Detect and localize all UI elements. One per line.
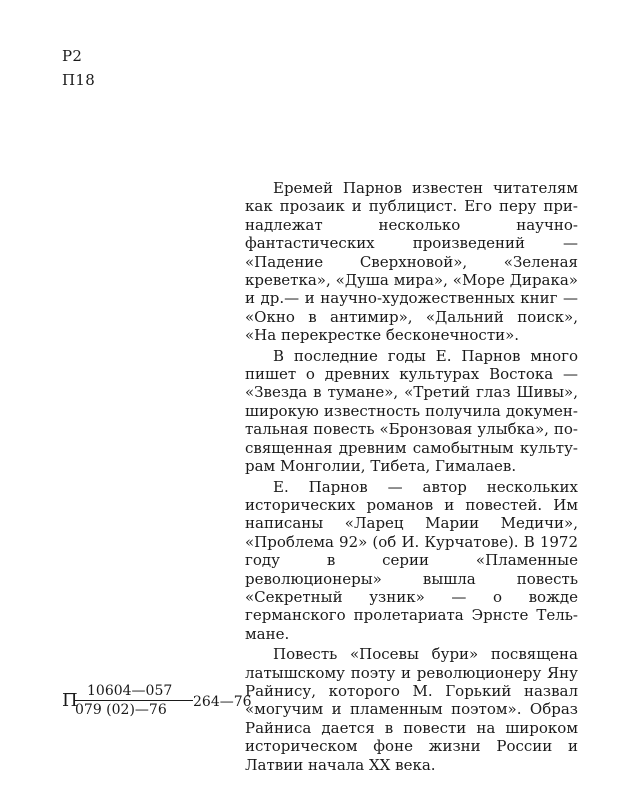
imprint-numerator: 10604—057: [75, 683, 193, 701]
annotation-paragraph-2: В последние годы Е. Парнов много пишет о древних культурах Востока — «Звезда в тумане», «Третий глаз Шивы», широкую известность получила документальная повесть «Бронзовая улыбка», посвященная древним самобытным культурам Монголии, Тибета, Гималаев.: [245, 346, 578, 476]
imprint-fraction: [75, 683, 193, 720]
author-mark: П18: [62, 71, 96, 89]
classification-code: Р2: [62, 47, 83, 65]
imprint-suffix: 264—76: [193, 694, 252, 710]
annotation-paragraph-4: Повесть «Посевы бури» посвящена латышскому поэту и революционеру Яну Райнису, которого М. Горький назвал «могучим и пламенным поэтом». Образ Райниса дается в повести на широком историческом фоне жизни России и Латвии начала XX века.: [245, 645, 578, 774]
annotation-text: [245, 179, 578, 776]
annotation-paragraph-1: Еремей Парнов известен читателям как прозаик и публицист. Его перу принадлежат несколько научно-фантастических произведений — «Падение Сверхновой», «Зеленая креветка», «Душа мира», «Море Дирака» и др.— и научно-художественных книг — «Окно в антимир», «Дальний поиск», «На перекрестке бесконечности».: [245, 179, 578, 345]
annotation-paragraph-3: Е. Парнов — автор нескольких исторических романов и повестей. Им написаны «Ларец Марии Медичи», «Проблема 92» (об И. Курчатове). В 1972 году в серии «Пламенные революционеры» вышла повесть «Секретный узник» — о вожде германского пролетариата Эрнсте Тельмане.: [245, 477, 578, 643]
imprint-denominator: 079 (02)—76: [75, 702, 167, 718]
imprint-letter: П: [62, 690, 78, 711]
